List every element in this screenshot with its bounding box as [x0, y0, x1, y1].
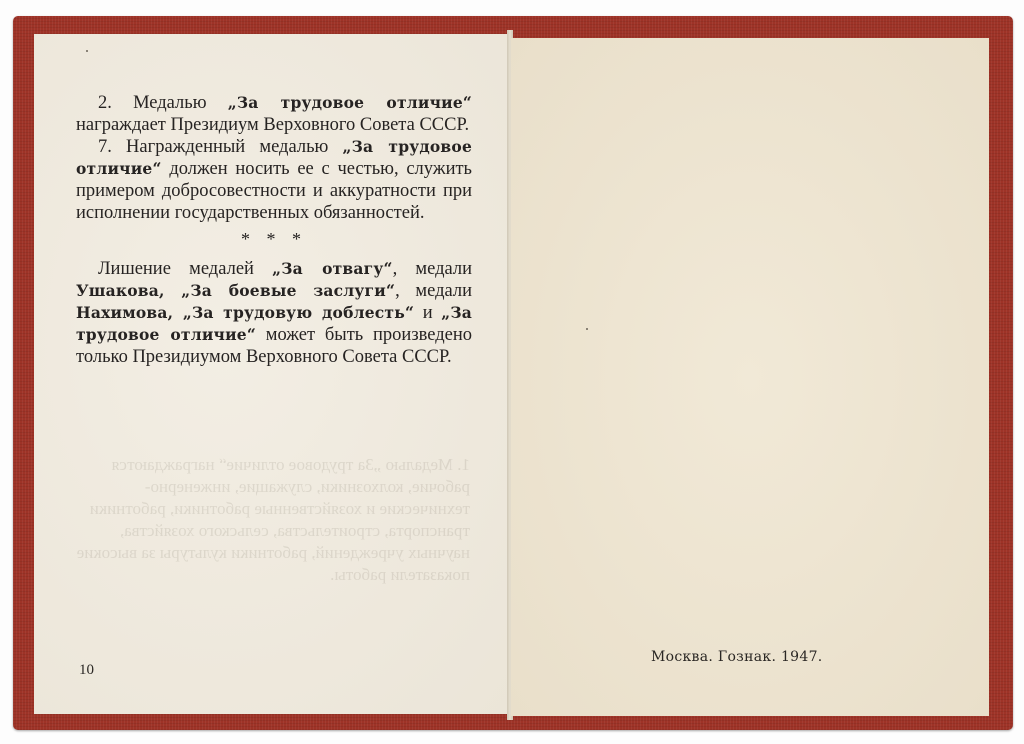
- statute-text: [76, 92, 472, 368]
- para1-prefix: 2. Медалью: [98, 93, 228, 113]
- para3-c: , медали: [392, 259, 473, 279]
- para3-a: Лишение медалей: [98, 259, 273, 279]
- paragraph-revocation: [76, 258, 472, 368]
- para3-d: , медали: [395, 281, 472, 301]
- paper-speck: [86, 50, 88, 52]
- para2-rest: должен носить ее с честью, служить примером добросовестности и аккуратности при исполнении государственных обязанностей.: [76, 159, 472, 223]
- para2-medal-name: „За трудовое отличие“: [76, 137, 473, 178]
- para3-medal-4: „За трудовое отличие“: [76, 303, 472, 344]
- printer-imprint: Москва. Гознак. 1947.: [651, 649, 823, 665]
- page-number: 10: [79, 662, 94, 678]
- section-separator: * * *: [241, 229, 307, 249]
- paragraph-2: [76, 92, 472, 136]
- para3-medal-3: Нахимова, „За трудовую доблесть“: [76, 303, 415, 322]
- para1-medal-name: „За трудовое отличие“: [227, 93, 473, 112]
- para3-medal-2: Ушакова, „За боевые заслуги“: [76, 281, 396, 300]
- para3-e: и: [414, 303, 442, 323]
- paper-speck: [586, 328, 588, 330]
- para3-f: может быть произведено только Президиумом Верховного Совета СССР.: [76, 325, 472, 367]
- right-page: [511, 38, 989, 716]
- left-page: [34, 34, 511, 714]
- para2-prefix: 7. Награжденный медалью: [98, 137, 343, 157]
- para1-rest: награждает Президиум Верховного Совета СССР.: [76, 115, 470, 135]
- para3-medal-1: „За отвагу“: [272, 259, 393, 278]
- bleed-through-text: 1. Медалью „За трудовое отличие“ награждаются рабочие, колхозники, служащие, инженерно-технические и хозяйственные работники, работники транспорта, строительства, сельского хозяйства, научных учреждений, работники культуры за высокие показатели работы.: [76, 455, 470, 584]
- paragraph-7: [76, 136, 472, 224]
